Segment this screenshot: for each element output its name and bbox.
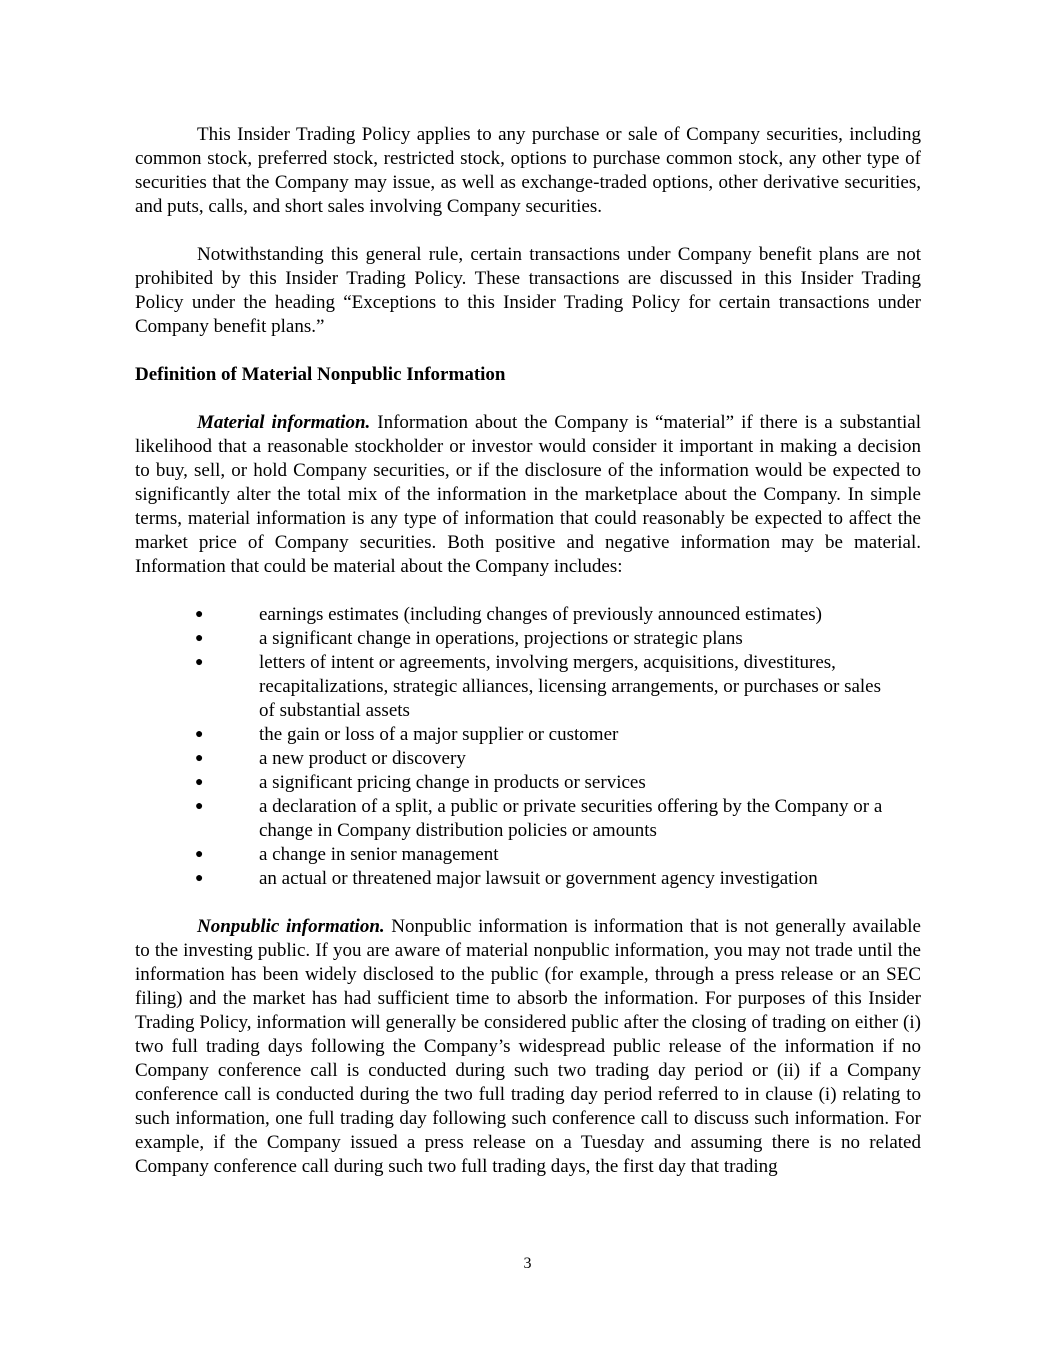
paragraph-spacer <box>135 339 921 363</box>
list-item <box>135 795 921 843</box>
material-information-text: Information about the Company is “material” if there is a substantial likelihood that a reasonable stockholder or investor would consider it important in making a decision to buy, sell, or hold Company securities, or if the disclosure of the information would be expected to significantly alter the total mix of the information in the marketplace about the Company. In simple terms, material information is any type of information that could reasonably be expected to affect the market price of Company securities. Both positive and negative information may be material. Information that could be material about the Company includes: <box>135 412 922 577</box>
nonpublic-information-paragraph <box>135 915 921 1179</box>
nonpublic-information-label: Nonpublic information. <box>197 916 385 937</box>
bullet-icon: ● <box>195 631 204 646</box>
paragraph-spacer <box>135 219 921 243</box>
list-item <box>135 651 921 723</box>
paragraph-spacer <box>135 579 921 603</box>
list-item <box>135 627 921 651</box>
list-item-text: a declaration of a split, a public or private securities offering by the Company or a change in Company distribution policies or amounts <box>259 796 883 841</box>
bullet-icon: ● <box>195 847 204 862</box>
bullet-icon: ● <box>195 871 204 886</box>
section-heading: Definition of Material Nonpublic Information <box>135 364 506 385</box>
list-item <box>135 843 921 867</box>
list-item <box>135 771 921 795</box>
material-information-label: Material information. <box>197 412 371 433</box>
paragraph-spacer <box>135 891 921 915</box>
list-item <box>135 867 921 891</box>
material-examples-list <box>135 603 921 891</box>
policy-scope-paragraph: This Insider Trading Policy applies to any purchase or sale of Company securities, including common stock, preferred stock, restricted stock, options to purchase common stock, any other type of securities that the Company may issue, as well as exchange-traded options, other derivative securities, and puts, calls, and short sales involving Company securities. <box>135 124 921 217</box>
document-page <box>135 123 921 1179</box>
list-item-text: letters of intent or agreements, involving mergers, acquisitions, divestitures, recapitalizations, strategic alliances, licensing arrangements, or purchases or sales of substantial assets <box>259 652 881 721</box>
list-item-text: earnings estimates (including changes of previously announced estimates) <box>259 604 822 625</box>
paragraph-spacer <box>135 387 921 411</box>
list-item <box>135 747 921 771</box>
nonpublic-information-text: Nonpublic information is information that is not generally available to the investing public. If you are aware of material nonpublic information, you may not trade until the information has been widely disclosed to the public (for example, through a press release or an SEC filing) and the market has had sufficient time to absorb the information. For purposes of this Insider Trading Policy, information will generally be considered public after the closing of trading on either (i) two full trading days following the Company’s widespread public release of the information if no Company conference call is conducted during such two trading day period or (ii) if a Company conference call is conducted during the two full trading day period referred to in clause (i) relating to such information, one full trading day following such conference call to discuss such information. For example, if the Company issued a press release on a Tuesday and assuming there is no related Company conference call during such two full trading days, the first day that trading <box>135 916 921 1177</box>
list-item-text: a significant change in operations, projections or strategic plans <box>259 628 743 649</box>
list-item-text: a change in senior management <box>259 844 499 865</box>
list-item-text: a new product or discovery <box>259 748 466 769</box>
page-number: 3 <box>523 1255 532 1272</box>
benefit-plan-exceptions-paragraph: Notwithstanding this general rule, certain transactions under Company benefit plans are not prohibited by this Insider Trading Policy. These transactions are discussed in this Insider Trading Policy under the heading “Exceptions to this Insider Trading Policy for certain transactions under Company benefit plans.” <box>135 244 921 337</box>
list-item <box>135 723 921 747</box>
list-item-text: an actual or threatened major lawsuit or government agency investigation <box>259 868 818 889</box>
bullet-icon: ● <box>195 799 204 814</box>
bullet-icon: ● <box>195 655 204 670</box>
bullet-icon: ● <box>195 775 204 790</box>
list-item-text: the gain or loss of a major supplier or customer <box>259 724 619 745</box>
bullet-icon: ● <box>195 607 204 622</box>
list-item-text: a significant pricing change in products or services <box>259 772 646 793</box>
bullet-icon: ● <box>195 727 204 742</box>
material-information-paragraph <box>135 411 921 579</box>
list-item <box>135 603 921 627</box>
bullet-icon: ● <box>195 751 204 766</box>
